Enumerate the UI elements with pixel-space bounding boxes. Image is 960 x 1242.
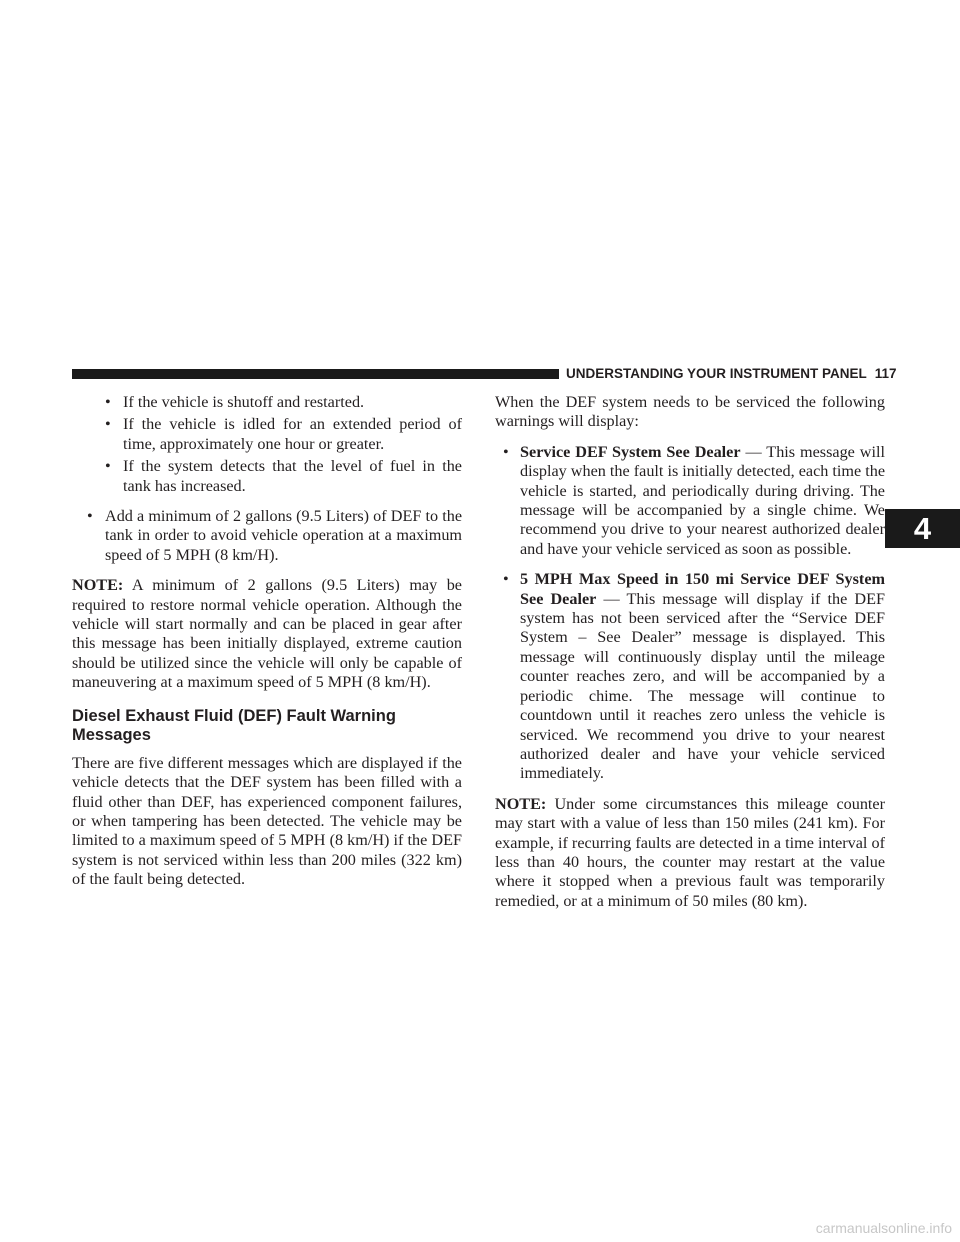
chapter-tab: 4 [885, 509, 960, 548]
bullet-icon: • [105, 393, 111, 411]
body-paragraph: There are five different messages which are displayed if the vehicle detects that the DEF system has been filled with a fluid other than DEF, has experienced component failures, or when tampering has been detected. The vehicle may be limited to a maximum speed of 5 MPH (8 km/H) if the DEF system is not serviced within less than 200 miles (322 km) of the fault being detected. [72, 753, 462, 889]
message-term: Service DEF System See Dealer [520, 442, 741, 461]
header-title: UNDERSTANDING YOUR INSTRUMENT PANEL [566, 366, 867, 381]
list-item: • Service DEF System See Dealer — This message will display when the fault is initially detected, each time the vehicle is started, and periodically during driving. The message will be accompanied by a single chime. We recommend you drive to your nearest authorized dealer and have your vehicle serviced as soon as possible. [503, 442, 886, 558]
left-column [72, 393, 462, 901]
list-item: • If the vehicle is idled for an extended period of time, approximately one hour or greater. [105, 415, 462, 453]
bullet-icon: • [503, 442, 509, 461]
list-item: • 5 MPH Max Speed in 150 mi Service DEF System See Dealer — This message will display if the DEF system has not been serviced after the “Service DEF System – See Dealer” message is displayed. This message will continuously display until the mileage counter reaches zero, and will be accompanied by a periodic chime. The message will continue to countdown until it reaches zero unless the vehicle is serviced. We recommend you drive to your nearest authorized dealer and have your vehicle serviced immediately. [503, 570, 885, 783]
bullet-icon: • [105, 415, 111, 434]
header-rule [72, 369, 559, 379]
note-label: NOTE: [495, 794, 547, 813]
list-item: • If the vehicle is shutoff and restarted. [105, 393, 365, 411]
note-label: NOTE: [72, 576, 124, 595]
running-header [566, 364, 897, 384]
message-term: 5 MPH Max Speed in 150 mi Service DEF System See Dealer [520, 570, 885, 608]
page-number: 117 [874, 366, 897, 381]
bullet-icon: • [105, 457, 111, 476]
bullet-icon: • [87, 507, 93, 526]
list-item: • If the system detects that the level of fuel in the tank has increased. [105, 457, 462, 495]
watermark: carmanualsonline.info [815, 1220, 952, 1236]
bullet-icon: • [503, 570, 509, 589]
note-paragraph: NOTE: A minimum of 2 gallons (9.5 Liters) may be required to restore normal vehicle operation. Although the vehicle will start normally and can be placed in gear after this message has been initially displayed, extreme caution should be utilized since the vehicle will only be capable of maneuvering at a maximum speed of 5 MPH (8 km/H). [72, 576, 462, 692]
list-item: • Add a minimum of 2 gallons (9.5 Liters) of DEF to the tank in order to avoid vehicle operation at a maximum speed of 5 MPH (8 km/H). [87, 507, 462, 564]
intro-paragraph: When the DEF system needs to be serviced the following warnings will display: [495, 393, 885, 431]
right-column [495, 393, 885, 922]
note-paragraph: NOTE: Under some circumstances this mileage counter may start with a value of less than 150 miles (241 km). For example, if recurring faults are detected in a time interval of less than 40 hours, the counter may restart at the value where it stopped when a previous fault was temporarily remedied, or at a minimum of 50 miles (80 km). [495, 794, 885, 910]
section-heading: Diesel Exhaust Fluid (DEF) Fault Warning Messages [72, 706, 396, 744]
